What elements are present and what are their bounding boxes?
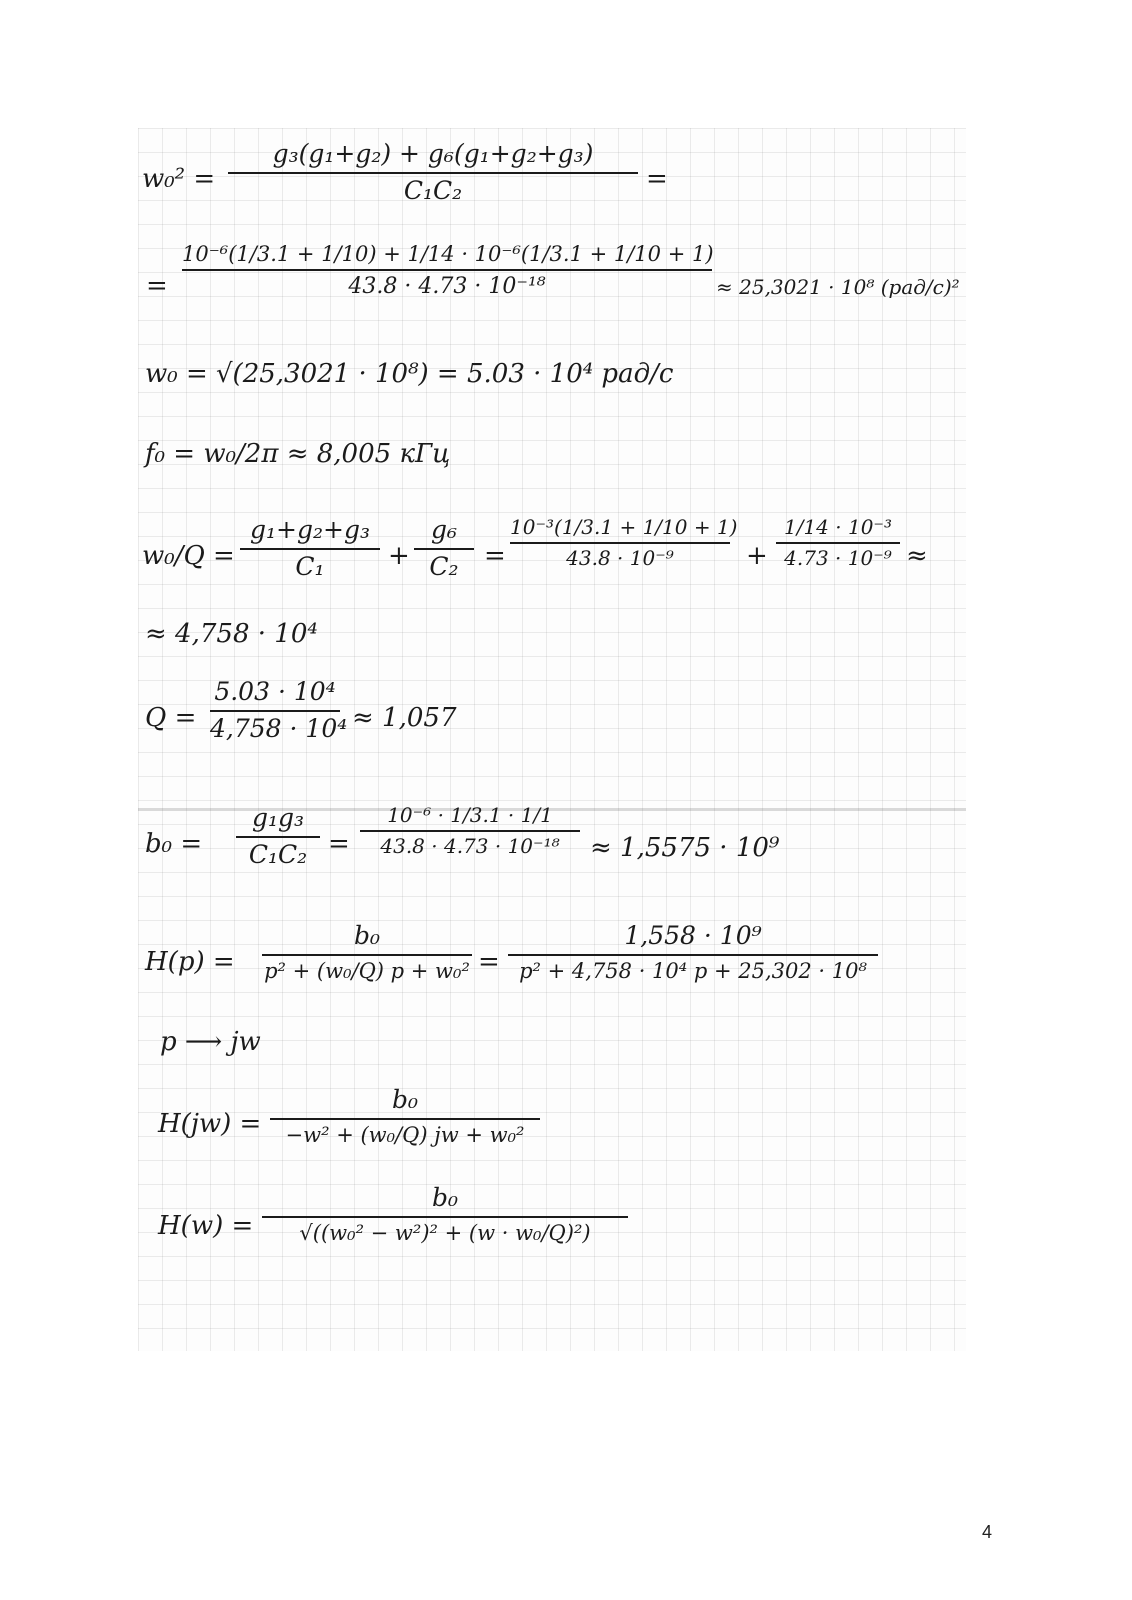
wq-fraction-numerator: 10⁻³(1/3.1 + 1/10 + 1) <box>510 515 738 539</box>
hp-denominator: p² + (w₀/Q) p + w₀² <box>264 958 470 983</box>
fraction-bar <box>262 954 472 956</box>
hw-fraction <box>262 1184 628 1245</box>
hw-numerator: b₀ <box>431 1183 459 1212</box>
w0-over-q-lhs: w₀/Q = <box>142 541 235 571</box>
w0-squared-result: ≈ 25,3021 · 10⁸ (рад/с)² <box>716 275 960 299</box>
wq-fraction-numerator: 1/14 · 10⁻³ <box>783 515 892 539</box>
b0-numerator: g₁g₃ <box>251 803 305 832</box>
w0-squared-denominator: C₁C₂ <box>403 175 463 205</box>
w0-squared-fraction <box>228 140 638 206</box>
w0-squared-substituted-denominator: 43.8 · 4.73 · 10⁻¹⁸ <box>348 274 546 300</box>
w0-squared-substituted-fraction <box>182 242 712 299</box>
plus-sign: + <box>388 541 410 571</box>
wq-fraction-g6-c2 <box>414 516 474 582</box>
wq-fraction-substituted-2 <box>776 516 900 570</box>
q-result: ≈ 1,057 <box>352 703 457 733</box>
q-numerator: 5.03 · 10⁴ <box>214 677 336 706</box>
fraction-bar <box>270 1118 540 1120</box>
hp-fraction <box>262 922 472 983</box>
q-lhs: Q = <box>145 703 197 733</box>
hp-substituted-denominator: p² + 4,758 · 10⁴ p + 25,302 · 10⁸ <box>519 958 867 983</box>
wq-fraction-denominator: C₁ <box>295 551 325 581</box>
fraction-bar <box>510 542 730 544</box>
b0-substituted-fraction <box>360 804 580 858</box>
hp-substituted-numerator: 1,558 · 10⁹ <box>624 921 762 950</box>
fraction-bar <box>240 548 380 550</box>
hjw-lhs: H(jw) = <box>158 1109 262 1139</box>
plus-sign: + <box>746 541 768 571</box>
p-to-jw-substitution: p ⟶ jw <box>160 1027 261 1057</box>
w0-squared-equals: = <box>646 164 668 194</box>
b0-substituted-numerator: 10⁻⁶ · 1/3.1 · 1/1 <box>387 803 553 827</box>
q-denominator: 4,758 · 10⁴ <box>210 713 348 743</box>
wq-fraction-denominator: 4.73 · 10⁻⁹ <box>784 546 892 570</box>
w0-value-line: w₀ = √(25,3021 · 10⁸) = 5.03 · 10⁴ рад/с <box>145 359 674 389</box>
wq-fraction-numerator: g₆ <box>430 515 458 544</box>
fraction-bar <box>508 954 878 956</box>
substitution-equals: = <box>146 271 168 301</box>
wq-fraction-denominator: C₂ <box>429 551 459 581</box>
w0-over-q-result: ≈ 4,758 · 10⁴ <box>145 619 318 649</box>
fraction-bar <box>228 172 638 174</box>
wq-fraction-g123-c1 <box>240 516 380 582</box>
hw-lhs: H(w) = <box>158 1211 254 1241</box>
w0-squared-substituted-numerator: 10⁻⁶(1/3.1 + 1/10) + 1/14 · 10⁻⁶(1/3.1 + 1/10 + 1) <box>182 242 714 266</box>
fraction-bar <box>776 542 900 544</box>
b0-substituted-denominator: 43.8 · 4.73 · 10⁻¹⁸ <box>380 834 560 858</box>
equals-sign: = <box>328 829 350 859</box>
fraction-bar <box>210 710 340 712</box>
hjw-fraction <box>270 1086 540 1147</box>
hp-numerator: b₀ <box>353 921 381 950</box>
b0-lhs: b₀ = <box>145 829 203 859</box>
approx-sign: ≈ <box>906 541 928 571</box>
fraction-bar <box>414 548 474 550</box>
fraction-bar <box>262 1216 628 1218</box>
w0-squared-lhs: w₀² = <box>142 164 216 194</box>
wq-fraction-denominator: 43.8 · 10⁻⁹ <box>566 546 674 570</box>
hp-substituted-fraction <box>508 922 878 983</box>
page-number: 4 <box>982 1522 993 1542</box>
b0-denominator: C₁C₂ <box>248 839 308 869</box>
hjw-numerator: b₀ <box>391 1085 419 1114</box>
hp-lhs: H(p) = <box>145 947 235 977</box>
fraction-bar <box>182 269 712 271</box>
wq-fraction-numerator: g₁+g₂+g₃ <box>250 515 370 544</box>
fraction-bar <box>360 830 580 832</box>
b0-fraction <box>236 804 320 870</box>
b0-result: ≈ 1,5575 · 10⁹ <box>590 833 780 863</box>
w0-squared-numerator: g₃(g₁+g₂) + g₆(g₁+g₂+g₃) <box>272 139 594 168</box>
equals-sign: = <box>484 541 506 571</box>
f0-value-line: f₀ = w₀/2π ≈ 8,005 кГц <box>145 439 451 469</box>
hjw-denominator: −w² + (w₀/Q) jw + w₀² <box>285 1122 525 1147</box>
fraction-bar <box>236 836 320 838</box>
wq-fraction-substituted-1 <box>510 515 738 570</box>
q-fraction <box>210 677 348 744</box>
equals-sign: = <box>478 947 500 977</box>
hw-denominator: √((w₀² − w²)² + (w · w₀/Q)²) <box>299 1220 591 1245</box>
